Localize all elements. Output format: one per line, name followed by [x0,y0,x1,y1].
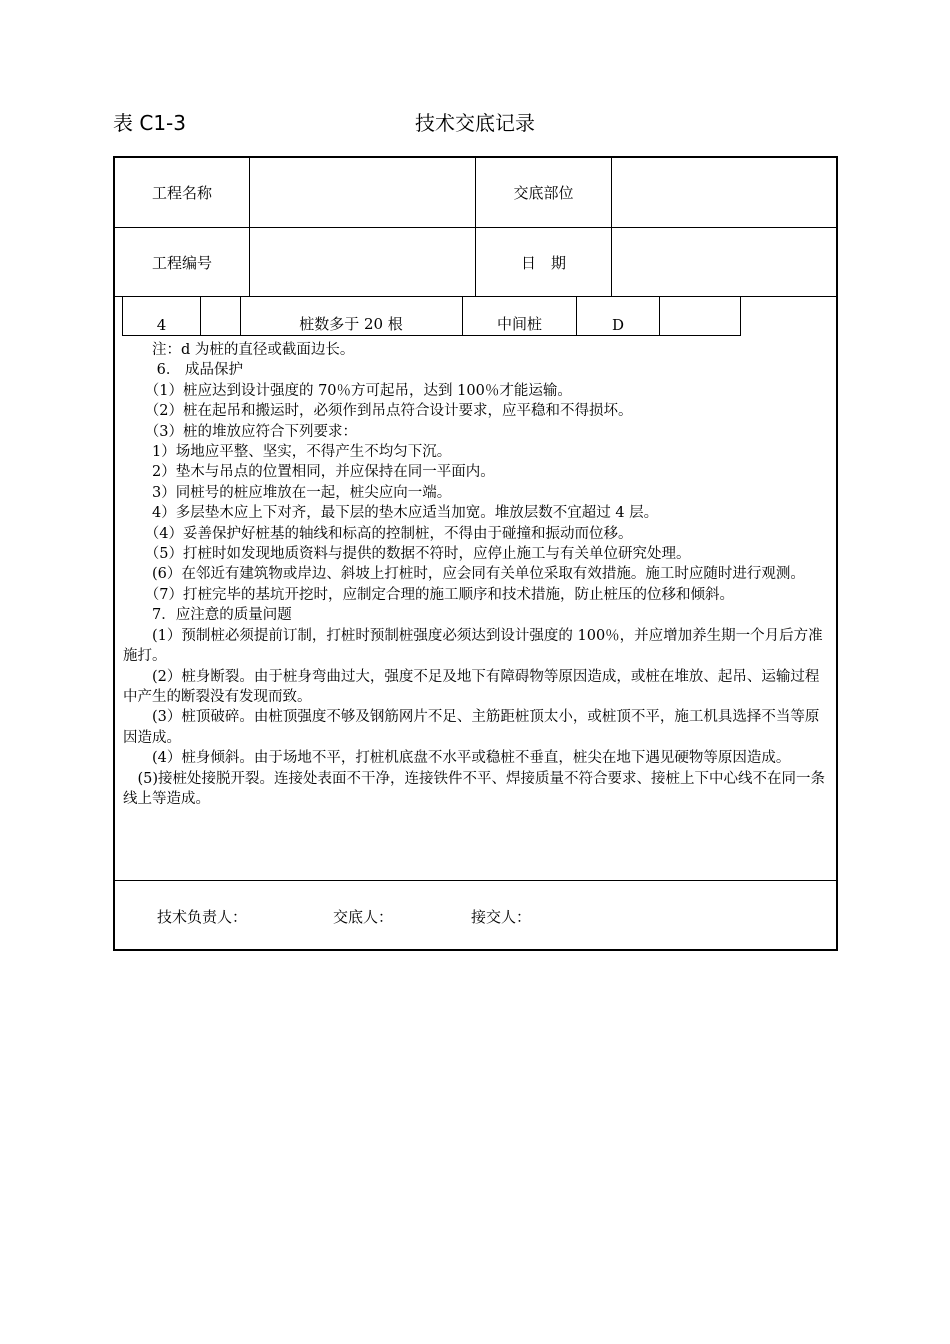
signature-row [115,880,836,949]
content-line: （7）打桩完毕的基坑开挖时，应制定合理的施工顺序和技术措施，防止桩压的位移和倾斜。 [123,586,734,603]
content-line: 注：d 为桩的直径或截面边长。 [123,342,355,358]
pile-cell-5: 中间桩 [462,297,576,336]
content-line: (5)接桩处接脱开裂。连接处表面不干净，连接铁件不平、焊接质量不符合要求、接桩上下中心线不在同一条线上等造成。 [123,770,826,807]
content-line: (2）桩身断裂。由于桩身弯曲过大，强度不足及地下有障碍物等原因造成，或桩在堆放、起吊、运输过程中产生的断裂没有发现而致。 [123,668,820,705]
pile-cell-1: 4 [122,297,200,336]
discloser-label: 交底人： [333,908,394,926]
disclosure-form [113,156,838,951]
content-line: （5）打桩时如发现地质资料与提供的数据不符时，应停止施工与有关单位研究处理。 [123,546,691,563]
content-line: (3）桩顶破碎。由桩顶强度不够及钢筋网片不足、主筋距桩顶太小，或桩顶不平，施工机具选择不当等原因造成。 [123,709,820,746]
location-field[interactable] [612,158,836,227]
date-field[interactable] [612,228,836,296]
pile-cell-7 [659,297,741,336]
tech-lead-label: 技术负责人： [157,908,248,926]
content-line: 7．应注意的质量问题 [123,607,292,624]
project-no-label: 工程编号 [151,253,212,272]
receiver-label: 接交人： [471,908,532,926]
page-title: 技术交底记录 [415,111,535,135]
content-line: （2）桩在起吊和搬运时，必须作到吊点符合设计要求，应平稳和不得损坏。 [123,403,633,420]
content-line: 4）多层垫木应上下对齐，最下层的垫木应适当加宽。堆放层数不宜超过 4 层。 [123,505,659,522]
content-line: （4）妥善保护好桩基的轴线和标高的控制桩，不得由于碰撞和振动而位移。 [123,525,633,542]
pile-cell-4: 桩数多于 20 根 [240,297,462,336]
pile-cell-6: D [576,297,659,336]
content-line: 3）同桩号的桩应堆放在一起，桩尖应向一端。 [123,484,452,501]
content-line: (6）在邻近有建筑物或岸边、斜坡上打桩时，应会同有关单位采取有效措施。施工时应随时进行观测。 [123,566,805,583]
date-label: 日 期 [520,253,566,272]
location-label: 交底部位 [513,184,574,202]
disclosure-content [123,340,833,809]
project-no-field[interactable] [250,228,475,296]
content-line: 6． 成品保护 [123,362,243,379]
content-line: 2）垫木与吊点的位置相同，并应保持在同一平面内。 [123,464,495,481]
pile-cell-2 [200,297,240,336]
content-line: 1）场地应平整、坚实，不得产生不均匀下沉。 [123,444,452,461]
form-code: 表 C1-3 [113,111,186,135]
content-line: (1）预制桩必须提前订制，打桩时预制桩强度必须达到设计强度的 100％，并应增加养生期一个月后方准施打。 [123,627,823,665]
pile-table-row [122,297,740,337]
content-line: (4）桩身倾斜。由于场地不平，打桩机底盘不水平或稳桩不垂直，桩尖在地下遇见硬物等原因造成。 [123,750,791,767]
content-line: （3）桩的堆放应符合下列要求： [123,423,357,440]
project-name-field[interactable] [250,158,475,227]
project-name-label: 工程名称 [151,184,212,202]
content-line: （1）桩应达到设计强度的 70％方可起吊，达到 100％才能运输。 [123,382,572,399]
